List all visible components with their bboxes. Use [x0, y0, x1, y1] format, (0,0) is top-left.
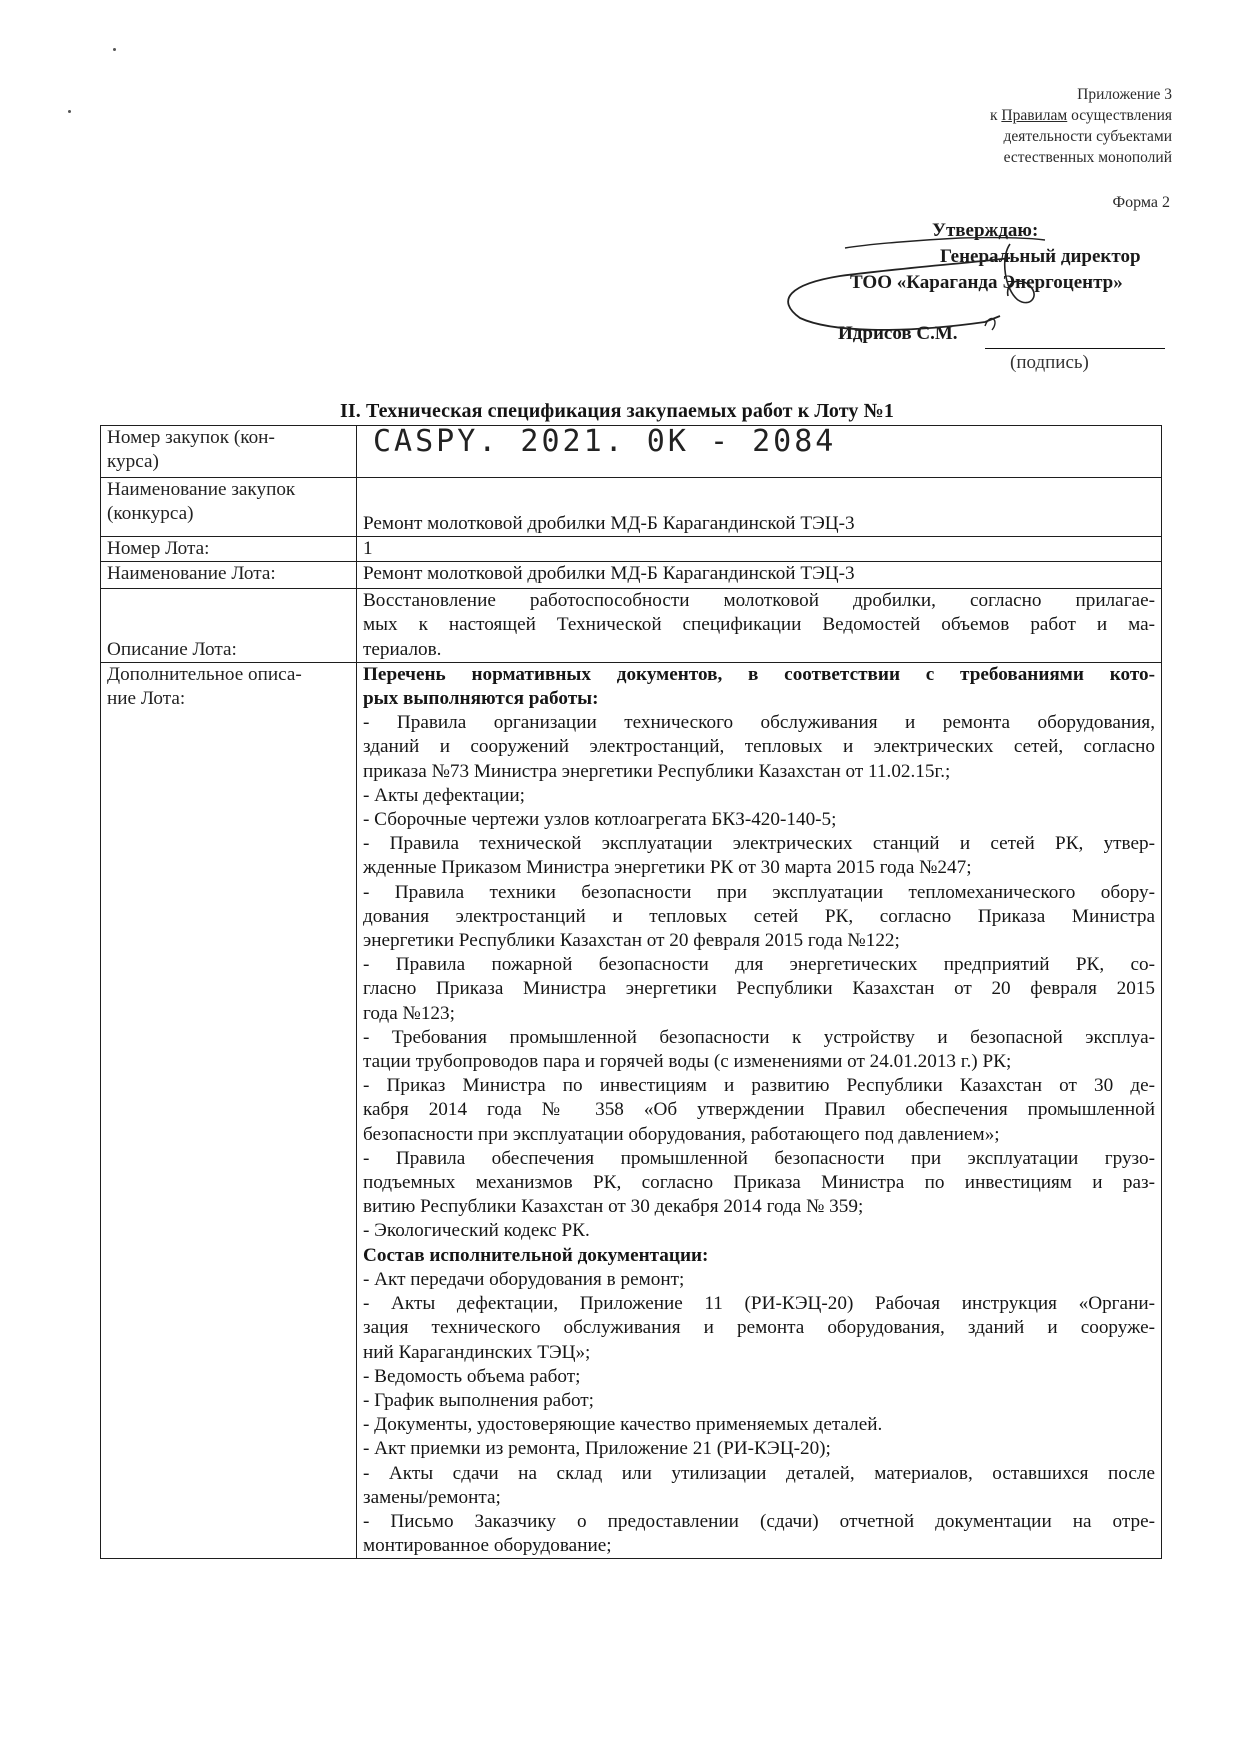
text-line: - Экологический кодекс РК. — [363, 1220, 590, 1242]
approver-position: Генеральный директор — [940, 246, 1141, 267]
list-item — [363, 808, 1155, 832]
purchase-number-label: Номер закупок (кон- курса) — [101, 426, 357, 478]
text-line: - Правила техники безопасности при эксплуатации тепломеханического обору- — [363, 881, 1155, 903]
approver-company: ТОО «Караганда Энергоцентр» — [850, 272, 1123, 293]
list-item — [363, 1389, 1155, 1413]
text-line: года №123; — [363, 1002, 455, 1024]
additional-description-label: Дополнительное описа- ние Лота: — [101, 662, 357, 1559]
text-line: подъемных механизмов РК, согласно Приказа Министра по инвестициям и раз- — [363, 1172, 1155, 1194]
approve-heading: Утверждаю: — [932, 220, 1039, 241]
text-line: рых выполняются работы: — [363, 688, 599, 710]
lot-description-label: Описание Лота: — [101, 589, 357, 663]
text-line: - Акт приемки из ремонта, Приложение 21 (РИ-КЭЦ-20); — [363, 1438, 831, 1460]
list-item — [363, 1413, 1155, 1437]
text-line: - Правила технической эксплуатации электрических станций и сетей РК, утвер- — [363, 833, 1155, 855]
list-item — [363, 1074, 1155, 1147]
row-additional-description — [101, 662, 1162, 1559]
signature-caption: (подпись) — [1010, 352, 1089, 373]
text-line: приказа №73 Министра энергетики Республики Казахстан от 11.02.15г.; — [363, 760, 951, 782]
text-line: - Акт передачи оборудования в ремонт; — [363, 1268, 685, 1290]
list-item — [363, 1437, 1155, 1461]
text-line: - Акты дефектации; — [363, 784, 525, 806]
list-item — [363, 1510, 1155, 1558]
row-lot-name — [101, 562, 1162, 589]
list-item — [363, 1219, 1155, 1243]
text-line: замены/ремонта; — [363, 1486, 501, 1508]
table-title: II. Техническая спецификация закупаемых работ к Лоту №1 — [340, 400, 894, 422]
rules-link[interactable]: Правилам — [1001, 107, 1068, 124]
row-lot-description — [101, 589, 1162, 663]
row-purchase-number — [101, 426, 1162, 478]
scan-speck — [68, 110, 71, 113]
text-line: - Требования промышленной безопасности к устройству и безопасной эксплуа- — [363, 1026, 1155, 1048]
lot-name-value: Ремонт молотковой дробилки МД-Б Карагандинской ТЭЦ-3 — [357, 562, 1162, 589]
form-label: Форма 2 — [1112, 194, 1170, 211]
purchase-number-value — [357, 426, 1162, 478]
list-item — [363, 1462, 1155, 1510]
text-line: - Правила пожарной безопасности для энергетических предприятий РК, со- — [363, 954, 1155, 976]
list-item — [363, 881, 1155, 954]
text-line: витию Республики Казахстан от 30 декабря 2014 года № 359; — [363, 1196, 864, 1218]
text-line: Состав исполнительной документации: — [363, 1244, 709, 1266]
text-line: - Письмо Заказчику о предоставлении (сдачи) отчетной документации на отре- — [363, 1510, 1155, 1532]
additional-description-value — [357, 662, 1162, 1559]
section-heading — [363, 1244, 1155, 1268]
list-item — [363, 1026, 1155, 1074]
signature-line — [985, 348, 1165, 349]
text-line: монтированное оборудование; — [363, 1535, 612, 1557]
text-line: - Ведомость объема работ; — [363, 1365, 581, 1387]
text-line: - Акты сдачи на склад или утилизации деталей, материалов, оставшихся после — [363, 1462, 1155, 1484]
text-line: жденные Приказом Министра энергетики РК от 30 марта 2015 года №247; — [363, 857, 972, 879]
list-item — [363, 1147, 1155, 1220]
text-line: ний Карагандинских ТЭЦ»; — [363, 1341, 591, 1363]
approver-name: Идрисов С.М. — [838, 323, 958, 344]
text-line: - График выполнения работ; — [363, 1389, 595, 1411]
purchase-name-value: Ремонт молотковой дробилки МД-Б Карагандинской ТЭЦ-3 — [357, 478, 1162, 537]
row-purchase-name — [101, 478, 1162, 537]
section-heading — [363, 663, 1155, 711]
list-item — [363, 711, 1155, 784]
purchase-name-label: Наименование закупок (конкурса) — [101, 478, 357, 537]
text-line: гласно Приказа Министра энергетики Республики Казахстан от 20 февраля 2015 — [363, 978, 1155, 1000]
list-item — [363, 784, 1155, 808]
text-line: - Приказ Министра по инвестициям и развитию Республики Казахстан от 30 де- — [363, 1075, 1155, 1097]
list-item — [363, 1268, 1155, 1292]
text-line: безопасности при эксплуатации оборудования, работающего под давлением»; — [363, 1123, 1000, 1145]
row-lot-number — [101, 537, 1162, 562]
handwritten-purchase-number: CASPY. 2021. 0K - 2084 — [373, 424, 837, 459]
scan-speck — [113, 48, 116, 51]
list-item — [363, 832, 1155, 880]
lot-description-value: Восстановление работоспособности молотковой дробилки, согласно прилагае- мых к настоящей Технической спецификации Ведомостей объемов работ и ма- териалов. — [357, 589, 1162, 663]
annex-reference — [990, 84, 1172, 168]
lot-number-label: Номер Лота: — [101, 537, 357, 562]
specification-table — [100, 425, 1162, 1559]
text-line: дования электростанций и тепловых сетей РК, согласно Приказа Министра — [363, 905, 1155, 927]
annex-line-1: Приложение 3 — [1077, 86, 1172, 103]
annex-line-4: естественных монополий — [1003, 149, 1172, 166]
list-item — [363, 953, 1155, 1026]
text-line: тации трубопроводов пара и горячей воды (с изменениями от 24.01.2013 г.) РК; — [363, 1051, 1012, 1073]
lot-number-value: 1 — [357, 537, 1162, 562]
text-line: - Правила организации технического обслуживания и ремонта оборудования, — [363, 712, 1155, 734]
text-line: - Акты дефектации, Приложение 11 (РИ-КЭЦ-20) Рабочая инструкция «Органи- — [363, 1293, 1155, 1315]
annex-line-3: деятельности субъектами — [1003, 128, 1172, 145]
annex-line-2: к Правилам осуществления — [989, 107, 1172, 124]
text-line: Перечень нормативных документов, в соответствии с требованиями кото- — [363, 663, 1155, 685]
text-line: энергетики Республики Казахстан от 20 февраля 2015 года №122; — [363, 930, 900, 952]
text-line: - Правила обеспечения промышленной безопасности при эксплуатации грузо- — [363, 1147, 1155, 1169]
lot-name-label: Наименование Лота: — [101, 562, 357, 589]
list-item — [363, 1292, 1155, 1365]
text-line: - Документы, удостоверяющие качество применяемых деталей. — [363, 1414, 883, 1436]
text-line: зация технического обслуживания и ремонта оборудования, зданий и сооруже- — [363, 1317, 1155, 1339]
text-line: кабря 2014 года № 358 «Об утверждении Правил обеспечения промышленной — [363, 1099, 1155, 1121]
text-line: зданий и сооружений электростанций, тепловых и электрических сетей, согласно — [363, 736, 1155, 758]
list-item — [363, 1365, 1155, 1389]
text-line: - Сборочные чертежи узлов котлоагрегата БКЗ-420-140-5; — [363, 809, 837, 831]
